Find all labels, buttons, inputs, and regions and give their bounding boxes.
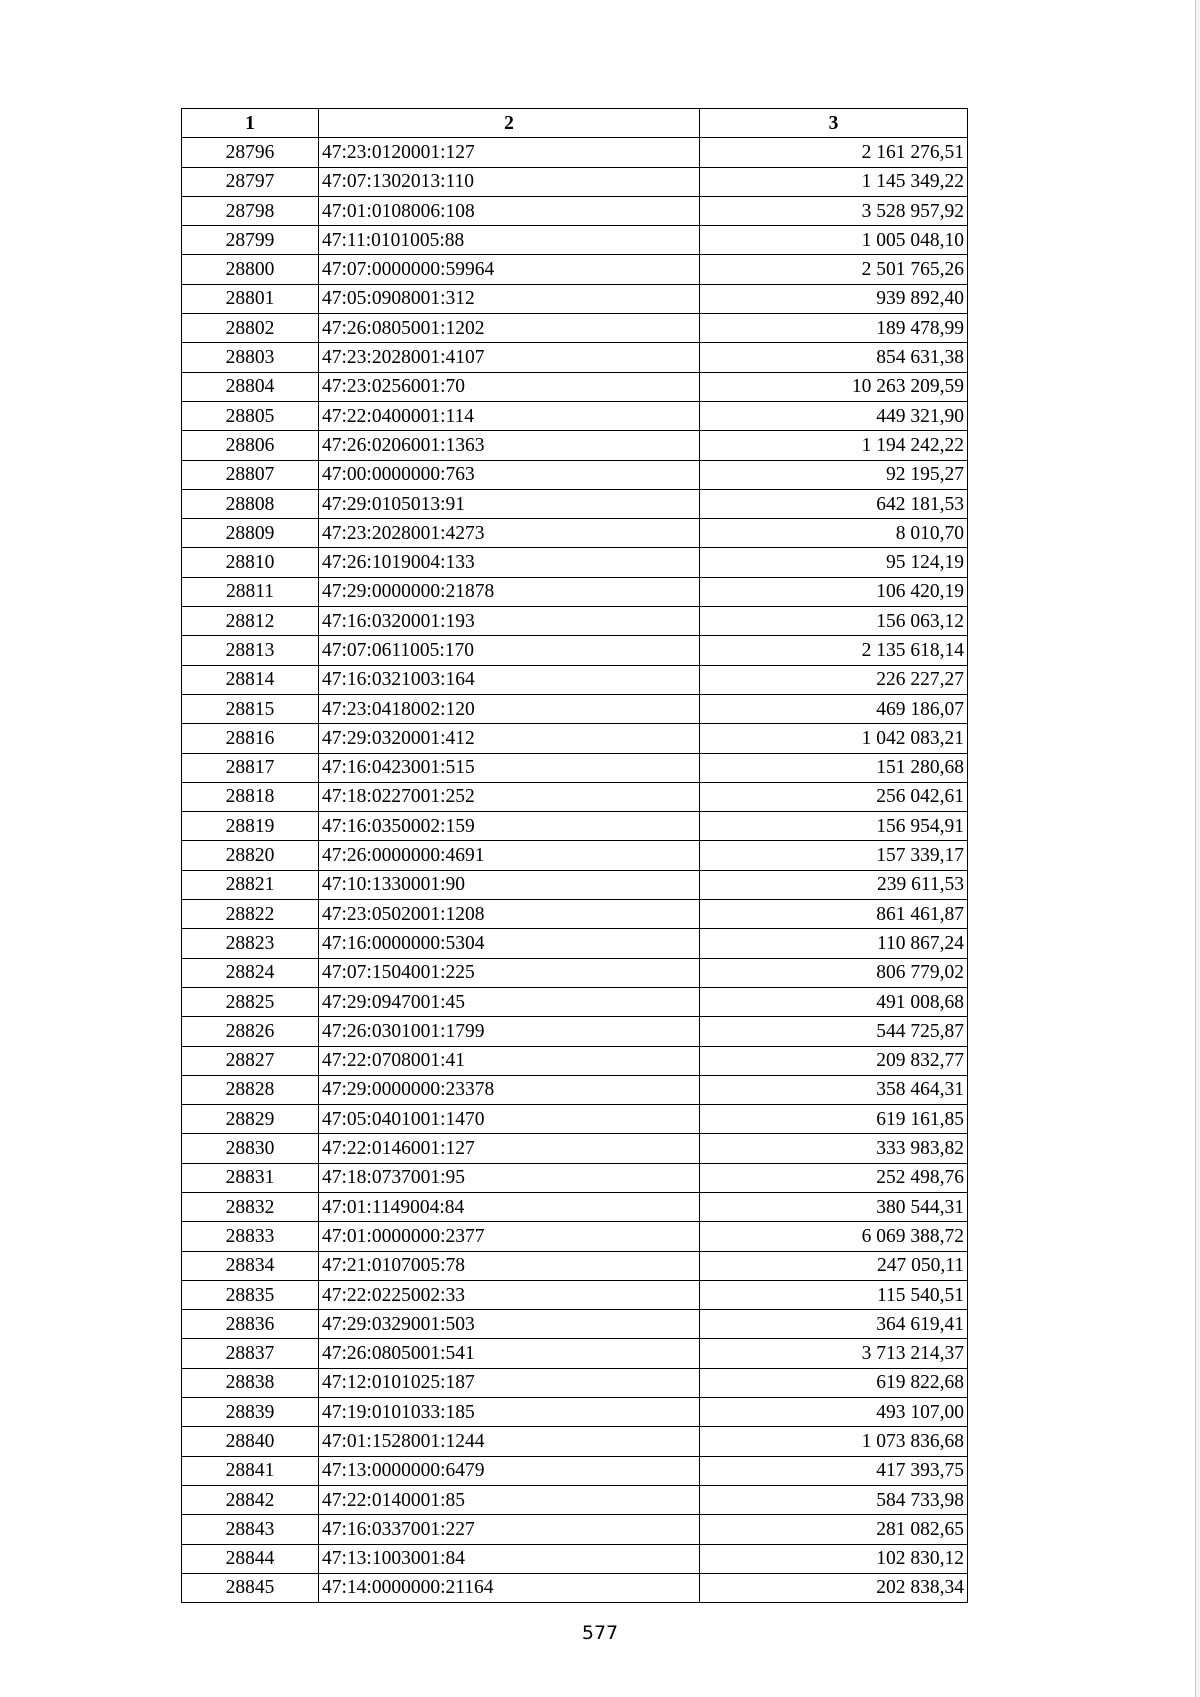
table-row <box>182 1163 968 1192</box>
table-row <box>182 196 968 225</box>
value-cell: 861 461,87 <box>700 900 968 929</box>
cadastral-number-cell: 47:01:1528001:1244 <box>319 1427 700 1456</box>
value-cell: 417 393,75 <box>700 1456 968 1485</box>
table-row <box>182 782 968 811</box>
header-col-3: 3 <box>700 109 968 138</box>
table-row <box>182 314 968 343</box>
row-number-cell: 28802 <box>182 314 319 343</box>
row-number-cell: 28806 <box>182 431 319 460</box>
table-row <box>182 841 968 870</box>
value-cell: 151 280,68 <box>700 753 968 782</box>
value-cell: 156 954,91 <box>700 812 968 841</box>
cadastral-number-cell: 47:26:0301001:1799 <box>319 1017 700 1046</box>
cadastral-number-cell: 47:21:0107005:78 <box>319 1251 700 1280</box>
row-number-cell: 28803 <box>182 343 319 372</box>
row-number-cell: 28799 <box>182 226 319 255</box>
value-cell: 939 892,40 <box>700 284 968 313</box>
cadastral-number-cell: 47:26:0805001:1202 <box>319 314 700 343</box>
cadastral-number-cell: 47:16:0350002:159 <box>319 812 700 841</box>
value-cell: 8 010,70 <box>700 519 968 548</box>
table-row <box>182 1192 968 1221</box>
table-row <box>182 226 968 255</box>
cadastral-number-cell: 47:18:0227001:252 <box>319 782 700 811</box>
value-cell: 3 528 957,92 <box>700 196 968 225</box>
value-cell: 854 631,38 <box>700 343 968 372</box>
row-number-cell: 28839 <box>182 1398 319 1427</box>
table-row <box>182 1310 968 1339</box>
table-row <box>182 929 968 958</box>
table-row <box>182 489 968 518</box>
row-number-cell: 28841 <box>182 1456 319 1485</box>
header-col-1: 1 <box>182 109 319 138</box>
value-cell: 619 822,68 <box>700 1368 968 1397</box>
row-number-cell: 28797 <box>182 167 319 196</box>
table-row <box>182 431 968 460</box>
value-cell: 102 830,12 <box>700 1544 968 1573</box>
value-cell: 226 227,27 <box>700 665 968 694</box>
value-cell: 92 195,27 <box>700 460 968 489</box>
value-cell: 364 619,41 <box>700 1310 968 1339</box>
row-number-cell: 28811 <box>182 577 319 606</box>
cadastral-number-cell: 47:12:0101025:187 <box>319 1368 700 1397</box>
table-row <box>182 460 968 489</box>
table-row <box>182 1339 968 1368</box>
table-row <box>182 519 968 548</box>
value-cell: 202 838,34 <box>700 1573 968 1602</box>
table-row <box>182 1515 968 1544</box>
value-cell: 1 042 083,21 <box>700 724 968 753</box>
cadastral-number-cell: 47:07:0611005:170 <box>319 636 700 665</box>
value-cell: 247 050,11 <box>700 1251 968 1280</box>
row-number-cell: 28804 <box>182 372 319 401</box>
cadastral-number-cell: 47:29:0105013:91 <box>319 489 700 518</box>
cadastral-number-cell: 47:07:0000000:59964 <box>319 255 700 284</box>
row-number-cell: 28808 <box>182 489 319 518</box>
cadastral-number-cell: 47:19:0101033:185 <box>319 1398 700 1427</box>
cadastral-number-cell: 47:22:0708001:41 <box>319 1046 700 1075</box>
table-row <box>182 1573 968 1602</box>
row-number-cell: 28814 <box>182 665 319 694</box>
cadastral-number-cell: 47:01:0108006:108 <box>319 196 700 225</box>
cadastral-number-cell: 47:16:0423001:515 <box>319 753 700 782</box>
row-number-cell: 28840 <box>182 1427 319 1456</box>
cadastral-number-cell: 47:29:0000000:23378 <box>319 1075 700 1104</box>
cadastral-number-cell: 47:23:0256001:70 <box>319 372 700 401</box>
value-cell: 281 082,65 <box>700 1515 968 1544</box>
cadastral-number-cell: 47:23:2028001:4273 <box>319 519 700 548</box>
table-row <box>182 167 968 196</box>
cadastral-number-cell: 47:07:1302013:110 <box>319 167 700 196</box>
table-row <box>182 1398 968 1427</box>
row-number-cell: 28824 <box>182 958 319 987</box>
row-number-cell: 28842 <box>182 1485 319 1514</box>
cadastral-number-cell: 47:05:0908001:312 <box>319 284 700 313</box>
row-number-cell: 28827 <box>182 1046 319 1075</box>
cadastral-number-cell: 47:11:0101005:88 <box>319 226 700 255</box>
cadastral-number-cell: 47:07:1504001:225 <box>319 958 700 987</box>
value-cell: 209 832,77 <box>700 1046 968 1075</box>
value-cell: 2 501 765,26 <box>700 255 968 284</box>
value-cell: 806 779,02 <box>700 958 968 987</box>
value-cell: 110 867,24 <box>700 929 968 958</box>
value-cell: 189 478,99 <box>700 314 968 343</box>
table-row <box>182 1046 968 1075</box>
table-row <box>182 1075 968 1104</box>
table-row <box>182 607 968 636</box>
cadastral-number-cell: 47:16:0337001:227 <box>319 1515 700 1544</box>
cadastral-number-cell: 47:10:1330001:90 <box>319 870 700 899</box>
cadastral-number-cell: 47:29:0329001:503 <box>319 1310 700 1339</box>
table-row <box>182 577 968 606</box>
value-cell: 156 063,12 <box>700 607 968 636</box>
table-row <box>182 1280 968 1309</box>
value-cell: 115 540,51 <box>700 1280 968 1309</box>
row-number-cell: 28818 <box>182 782 319 811</box>
row-number-cell: 28838 <box>182 1368 319 1397</box>
cadastral-number-cell: 47:26:0805001:541 <box>319 1339 700 1368</box>
header-col-2: 2 <box>319 109 700 138</box>
value-cell: 1 194 242,22 <box>700 431 968 460</box>
row-number-cell: 28825 <box>182 987 319 1016</box>
cadastral-number-cell: 47:26:0000000:4691 <box>319 841 700 870</box>
value-cell: 1 145 349,22 <box>700 167 968 196</box>
table-row <box>182 870 968 899</box>
value-cell: 358 464,31 <box>700 1075 968 1104</box>
row-number-cell: 28809 <box>182 519 319 548</box>
table-row <box>182 1105 968 1134</box>
row-number-cell: 28807 <box>182 460 319 489</box>
value-cell: 1 073 836,68 <box>700 1427 968 1456</box>
row-number-cell: 28826 <box>182 1017 319 1046</box>
row-number-cell: 28813 <box>182 636 319 665</box>
cadastral-number-cell: 47:01:0000000:2377 <box>319 1222 700 1251</box>
cadastral-number-cell: 47:22:0400001:114 <box>319 401 700 430</box>
cadastral-number-cell: 47:29:0947001:45 <box>319 987 700 1016</box>
cadastral-number-cell: 47:13:1003001:84 <box>319 1544 700 1573</box>
row-number-cell: 28820 <box>182 841 319 870</box>
cadastral-number-cell: 47:16:0321003:164 <box>319 665 700 694</box>
value-cell: 256 042,61 <box>700 782 968 811</box>
cadastral-number-cell: 47:29:0000000:21878 <box>319 577 700 606</box>
table-row <box>182 665 968 694</box>
table-row <box>182 548 968 577</box>
table-row <box>182 958 968 987</box>
cadastral-number-cell: 47:23:0120001:127 <box>319 138 700 167</box>
row-number-cell: 28812 <box>182 607 319 636</box>
table-row <box>182 1017 968 1046</box>
row-number-cell: 28821 <box>182 870 319 899</box>
cadastral-number-cell: 47:23:2028001:4107 <box>319 343 700 372</box>
row-number-cell: 28831 <box>182 1163 319 1192</box>
value-cell: 469 186,07 <box>700 694 968 723</box>
value-cell: 10 263 209,59 <box>700 372 968 401</box>
cadastral-number-cell: 47:23:0418002:120 <box>319 694 700 723</box>
table-row <box>182 255 968 284</box>
table-row <box>182 900 968 929</box>
value-cell: 95 124,19 <box>700 548 968 577</box>
table-row <box>182 1368 968 1397</box>
registry-table <box>181 108 968 1603</box>
table-row <box>182 753 968 782</box>
table-row <box>182 1222 968 1251</box>
value-cell: 642 181,53 <box>700 489 968 518</box>
row-number-cell: 28801 <box>182 284 319 313</box>
row-number-cell: 28822 <box>182 900 319 929</box>
row-number-cell: 28834 <box>182 1251 319 1280</box>
table-row <box>182 636 968 665</box>
table-row <box>182 138 968 167</box>
row-number-cell: 28805 <box>182 401 319 430</box>
cadastral-number-cell: 47:22:0225002:33 <box>319 1280 700 1309</box>
cadastral-number-cell: 47:16:0320001:193 <box>319 607 700 636</box>
page-edge <box>1195 0 1200 1697</box>
table-body <box>182 138 968 1603</box>
table-row <box>182 1251 968 1280</box>
row-number-cell: 28844 <box>182 1544 319 1573</box>
value-cell: 380 544,31 <box>700 1192 968 1221</box>
row-number-cell: 28845 <box>182 1573 319 1602</box>
value-cell: 493 107,00 <box>700 1398 968 1427</box>
value-cell: 544 725,87 <box>700 1017 968 1046</box>
row-number-cell: 28816 <box>182 724 319 753</box>
value-cell: 6 069 388,72 <box>700 1222 968 1251</box>
cadastral-number-cell: 47:22:0146001:127 <box>319 1134 700 1163</box>
value-cell: 2 135 618,14 <box>700 636 968 665</box>
table-row <box>182 812 968 841</box>
row-number-cell: 28823 <box>182 929 319 958</box>
row-number-cell: 28798 <box>182 196 319 225</box>
table-row <box>182 1427 968 1456</box>
row-number-cell: 28815 <box>182 694 319 723</box>
row-number-cell: 28835 <box>182 1280 319 1309</box>
table-header <box>182 109 968 138</box>
table-row <box>182 1134 968 1163</box>
row-number-cell: 28832 <box>182 1192 319 1221</box>
cadastral-number-cell: 47:14:0000000:21164 <box>319 1573 700 1602</box>
table-row <box>182 1485 968 1514</box>
cadastral-number-cell: 47:18:0737001:95 <box>319 1163 700 1192</box>
row-number-cell: 28796 <box>182 138 319 167</box>
cadastral-number-cell: 47:13:0000000:6479 <box>319 1456 700 1485</box>
page-number: 577 <box>581 1622 619 1644</box>
cadastral-number-cell: 47:16:0000000:5304 <box>319 929 700 958</box>
table-row <box>182 1456 968 1485</box>
cadastral-number-cell: 47:26:1019004:133 <box>319 548 700 577</box>
table-row <box>182 401 968 430</box>
cadastral-number-cell: 47:22:0140001:85 <box>319 1485 700 1514</box>
row-number-cell: 28810 <box>182 548 319 577</box>
row-number-cell: 28819 <box>182 812 319 841</box>
value-cell: 106 420,19 <box>700 577 968 606</box>
table-row <box>182 284 968 313</box>
cadastral-number-cell: 47:01:1149004:84 <box>319 1192 700 1221</box>
value-cell: 333 983,82 <box>700 1134 968 1163</box>
table-row <box>182 372 968 401</box>
header-row <box>182 109 968 138</box>
value-cell: 3 713 214,37 <box>700 1339 968 1368</box>
cadastral-number-cell: 47:23:0502001:1208 <box>319 900 700 929</box>
value-cell: 584 733,98 <box>700 1485 968 1514</box>
value-cell: 252 498,76 <box>700 1163 968 1192</box>
table-row <box>182 724 968 753</box>
row-number-cell: 28837 <box>182 1339 319 1368</box>
value-cell: 619 161,85 <box>700 1105 968 1134</box>
table-row <box>182 1544 968 1573</box>
row-number-cell: 28800 <box>182 255 319 284</box>
row-number-cell: 28830 <box>182 1134 319 1163</box>
cadastral-number-cell: 47:05:0401001:1470 <box>319 1105 700 1134</box>
value-cell: 1 005 048,10 <box>700 226 968 255</box>
row-number-cell: 28833 <box>182 1222 319 1251</box>
row-number-cell: 28828 <box>182 1075 319 1104</box>
row-number-cell: 28829 <box>182 1105 319 1134</box>
value-cell: 449 321,90 <box>700 401 968 430</box>
table-row <box>182 694 968 723</box>
row-number-cell: 28836 <box>182 1310 319 1339</box>
value-cell: 491 008,68 <box>700 987 968 1016</box>
row-number-cell: 28843 <box>182 1515 319 1544</box>
row-number-cell: 28817 <box>182 753 319 782</box>
cadastral-number-cell: 47:26:0206001:1363 <box>319 431 700 460</box>
table-row <box>182 987 968 1016</box>
cadastral-number-cell: 47:00:0000000:763 <box>319 460 700 489</box>
table-row <box>182 343 968 372</box>
value-cell: 239 611,53 <box>700 870 968 899</box>
value-cell: 2 161 276,51 <box>700 138 968 167</box>
cadastral-number-cell: 47:29:0320001:412 <box>319 724 700 753</box>
value-cell: 157 339,17 <box>700 841 968 870</box>
